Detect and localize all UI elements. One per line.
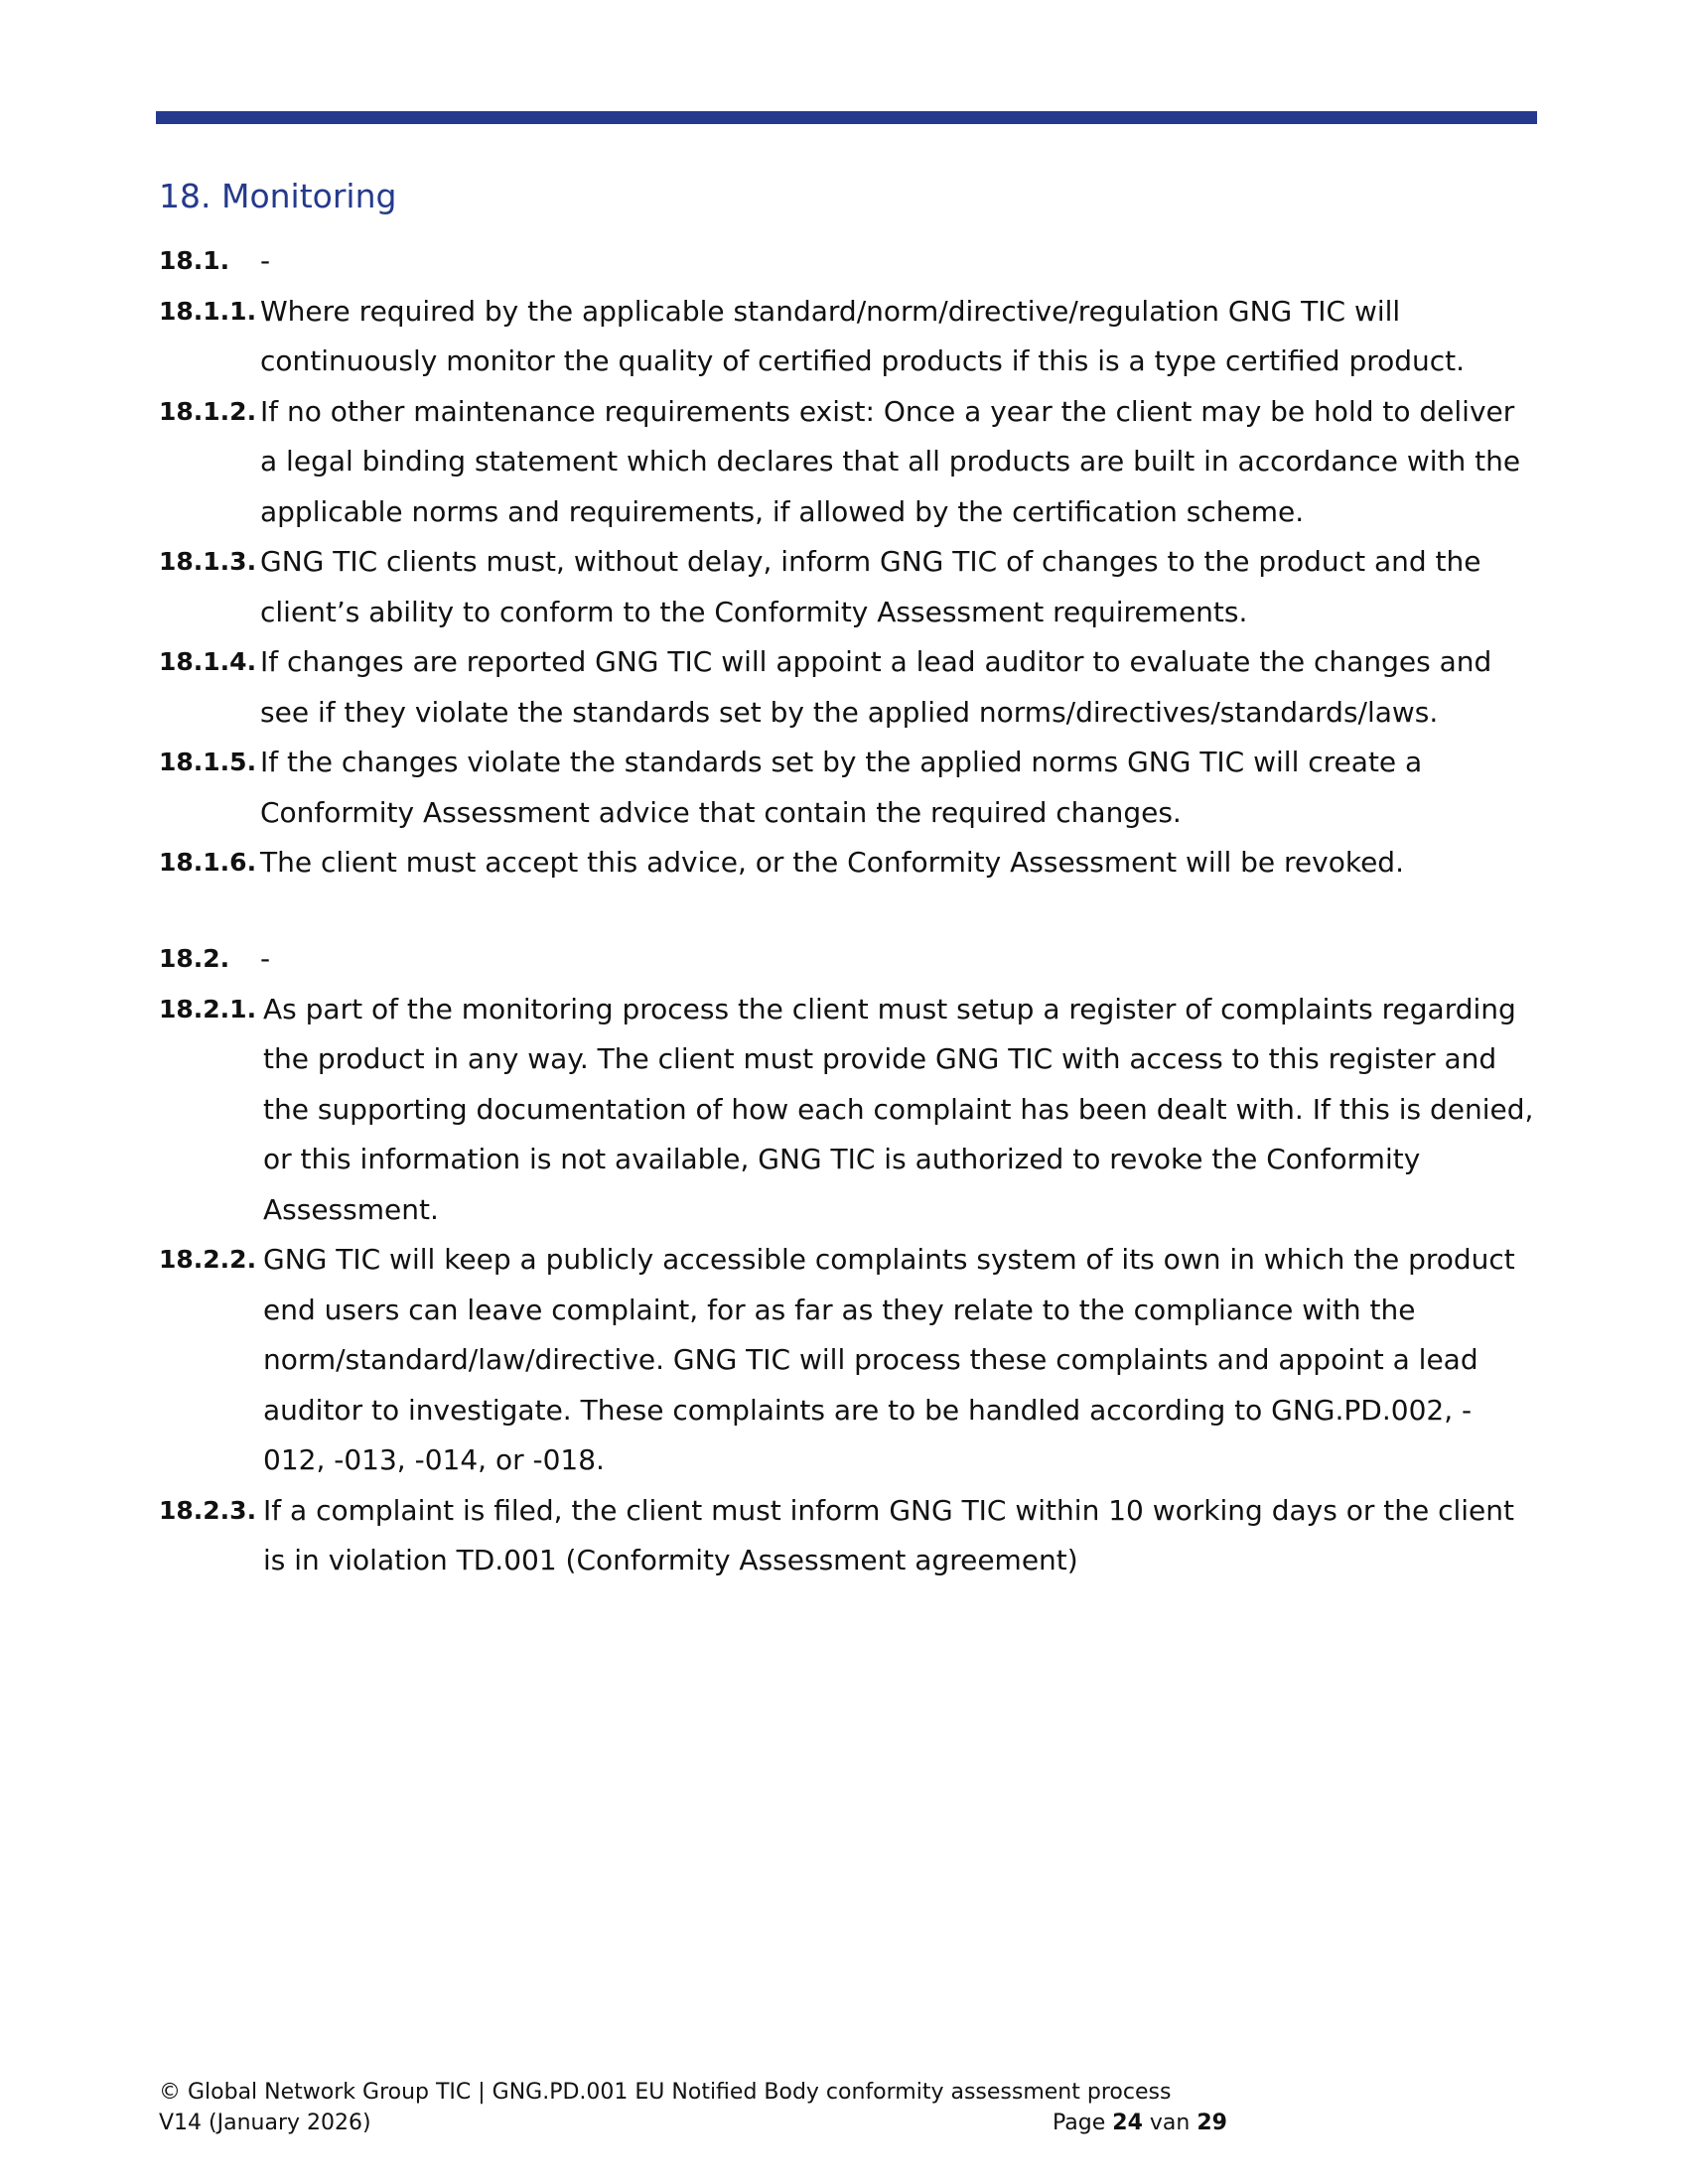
clause-line: norm/standard/law/directive. GNG TIC will process these complaints and appoint a lead — [263, 1343, 1478, 1376]
page-current: 24 — [1112, 2111, 1143, 2135]
clause-line: client’s ability to conform to the Conformity Assessment requirements. — [260, 595, 1248, 628]
clause-line: Assessment. — [263, 1192, 439, 1226]
clause-line: If no other maintenance requirements exist: Once a year the client may be hold to deliver — [260, 394, 1515, 428]
clause-line: Conformity Assessment advice that contain the required changes. — [260, 795, 1182, 829]
clause-line: If a complaint is filed, the client must inform GNG TIC within 10 working days or the client — [263, 1493, 1514, 1527]
section-title: - — [260, 942, 271, 975]
clause-line: As part of the monitoring process the client must setup a register of complaints regarding — [263, 992, 1516, 1025]
clause-line: 012, -013, -014, or -018. — [263, 1443, 605, 1476]
section-title: - — [260, 244, 271, 277]
clause-number: 18.1.4. — [159, 647, 257, 676]
section-18-2 — [159, 934, 1549, 1586]
section-title-row — [159, 934, 1549, 985]
clause-line: end users can leave complaint, for as far as they relate to the compliance with the — [263, 1293, 1416, 1326]
section-number: 18.1. — [159, 246, 230, 275]
clause-number: 18.2.2. — [159, 1245, 257, 1274]
footer-version: V14 (January 2026) — [159, 2111, 371, 2135]
footer-meta — [159, 2111, 1231, 2135]
clause-line: GNG TIC clients must, without delay, inform GNG TIC of changes to the product and the — [260, 545, 1481, 578]
header-rule — [156, 111, 1537, 124]
section-title-row — [159, 236, 1549, 287]
clause-18-1-3 — [159, 537, 1549, 637]
clause-number: 18.2.3. — [159, 1495, 257, 1525]
section-18-1 — [159, 236, 1549, 888]
clause-line: or this information is not available, GNG TIC is authorized to revoke the Conformity — [263, 1143, 1421, 1175]
page-label: Page — [1053, 2111, 1106, 2135]
clause-18-1-1 — [159, 287, 1549, 387]
clause-line: applicable norms and requirements, if allowed by the certification scheme. — [260, 494, 1305, 528]
clause-line: the product in any way. The client must provide GNG TIC with access to this register and — [263, 1042, 1497, 1075]
clause-number: 18.1.1. — [159, 296, 257, 326]
clause-18-2-3 — [159, 1486, 1549, 1586]
clause-line: The client must accept this advice, or the Conformity Assessment will be revoked. — [260, 846, 1404, 879]
clause-18-2-1 — [159, 985, 1549, 1236]
clause-number: 18.1.2. — [159, 396, 257, 426]
clause-line: the supporting documentation of how each complaint has been dealt with. If this is denied, — [263, 1092, 1534, 1126]
clause-line: continuously monitor the quality of certified products if this is a type certified product. — [260, 344, 1466, 377]
clause-line: Where required by the applicable standard/norm/directive/regulation GNG TIC will — [260, 294, 1401, 328]
clause-18-1-6 — [159, 838, 1549, 888]
clause-number: 18.1.6. — [159, 848, 257, 877]
clause-number: 18.1.3. — [159, 547, 257, 576]
page-total: 29 — [1196, 2111, 1227, 2135]
clause-line: a legal binding statement which declares that all products are built in accordance with the — [260, 445, 1521, 478]
clause-line: auditor to investigate. These complaints are to be handled according to GNG.PD.002, - — [263, 1393, 1473, 1427]
footer-copyright: © Global Network Group TIC | GNG.PD.001 EU Notified Body conformity assessment process — [159, 2080, 1172, 2105]
section-number: 18.2. — [159, 944, 230, 973]
clause-line: If changes are reported GNG TIC will appoint a lead auditor to evaluate the changes and — [260, 645, 1492, 678]
clause-line: is in violation TD.001 (Conformity Assessment agreement) — [263, 1544, 1078, 1576]
clause-line: If the changes violate the standards set by the applied norms GNG TIC will create a — [260, 746, 1423, 778]
clause-number: 18.1.5. — [159, 748, 257, 776]
page-indicator — [1053, 2111, 1227, 2135]
clause-number: 18.2.1. — [159, 994, 257, 1024]
clause-line: see if they violate the standards set by the applied norms/directives/standards/laws. — [260, 695, 1439, 729]
clause-18-2-2 — [159, 1235, 1549, 1486]
section-heading: 18. Monitoring — [159, 177, 397, 215]
clause-18-1-4 — [159, 637, 1549, 738]
page-sep: van — [1149, 2111, 1191, 2135]
clause-18-1-5 — [159, 738, 1549, 838]
clause-18-1-2 — [159, 387, 1549, 538]
clause-line: GNG TIC will keep a publicly accessible complaints system of its own in which the product — [263, 1243, 1515, 1276]
